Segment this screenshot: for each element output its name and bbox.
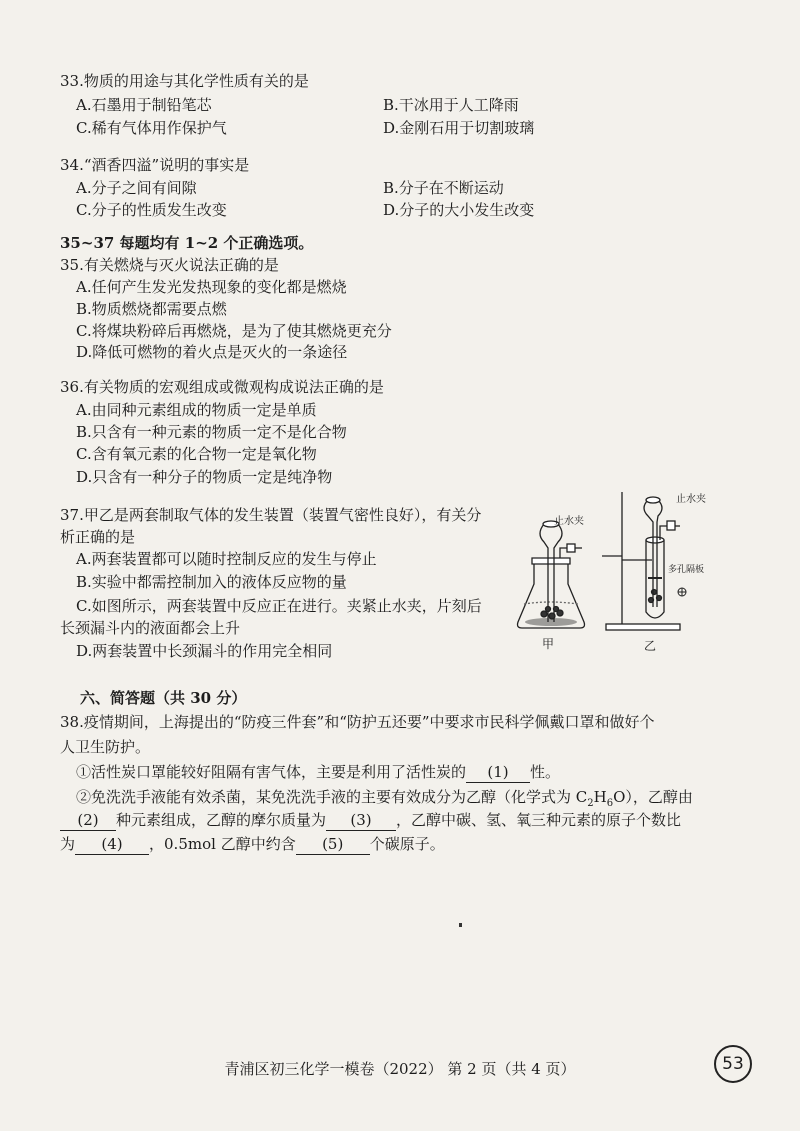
- answer-blank-5[interactable]: (5): [296, 834, 370, 855]
- q33-stem: 33.物质的用途与其化学性质有关的是: [60, 72, 309, 90]
- answer-blank-4[interactable]: (4): [75, 834, 149, 855]
- q38-part3-text-b: ，乙醇中碳、氢、氧三种元素的原子个数比: [396, 811, 682, 829]
- q38-part1: [76, 762, 560, 783]
- hydrogen-symbol: H: [593, 788, 607, 806]
- q38-intro-line2: 人卫生防护。: [60, 738, 151, 756]
- q33-option-c: C.稀有气体用作保护气: [76, 119, 227, 137]
- figure-label-jia: 甲: [542, 637, 555, 651]
- q38-part1-text: ①活性炭口罩能较好阻隔有害气体，主要是利用了活性炭的: [76, 763, 467, 781]
- q37-option-c-line1: C.如图所示，两套装置中反应正在进行。夹紧止水夹，片刻后: [76, 597, 482, 615]
- q37-option-b: B.实验中都需控制加入的液体反应物的量: [76, 573, 347, 591]
- q37-option-c-line2: 长颈漏斗内的液面都会上升: [60, 619, 241, 637]
- q35-option-b: B.物质燃烧都需要点燃: [76, 300, 227, 318]
- q36-option-c: C.含有氧元素的化合物一定是氧化物: [76, 445, 317, 463]
- q38-part4-text-pre: 为: [60, 835, 76, 853]
- q38-part1-end: 性。: [530, 763, 561, 781]
- figure-label-yi: 乙: [644, 639, 657, 653]
- answer-blank-1[interactable]: (1): [466, 762, 530, 783]
- q35-stem: 35.有关燃烧与灭火说法正确的是: [60, 256, 279, 274]
- q35-option-d: D.降低可燃物的着火点是灭火的一条途径: [76, 343, 348, 361]
- porous-plate-label: 多孔隔板: [668, 565, 705, 575]
- subscript-2: 2: [587, 798, 594, 809]
- q35-option-c: C.将煤块粉碎后再燃烧，是为了使其燃烧更充分: [76, 322, 392, 340]
- q38-part2-text: ②免洗洗手液能有效杀菌，某免洗洗手液的主要有效成分为乙醇（化学式为 C: [76, 788, 588, 806]
- q37-stem-line1: 37.甲乙是两套制取气体的发生装置（装置气密性良好），有关分: [60, 506, 482, 524]
- q38-part2-end: O），乙醇由: [613, 788, 693, 806]
- q34-option-b: B.分子在不断运动: [383, 179, 504, 197]
- q38-intro-line1: 38.疫情期间，上海提出的“防疫三件套”和“防护五还要”中要求市民科学佩戴口罩和做好个: [60, 713, 655, 731]
- q37-option-d: D.两套装置中长颈漏斗的作用完全相同: [76, 642, 333, 660]
- q34-option-a: A.分子之间有间隙: [76, 179, 197, 197]
- q33-option-b: B.干冰用于人工降雨: [383, 96, 519, 114]
- q34-stem: 34.“酒香四溢”说明的事实是: [60, 156, 250, 174]
- apparatus-jia: [518, 521, 585, 628]
- answer-blank-3[interactable]: (3): [326, 810, 396, 831]
- q33-option-d: D.金刚石用于切割玻璃: [383, 119, 535, 137]
- page-footer: 青浦区初三化学一模卷（2022） 第 2 页（共 4 页）: [224, 1060, 576, 1078]
- q37-apparatus-figure: [510, 482, 710, 657]
- answer-blank-2[interactable]: (2): [60, 810, 116, 831]
- q38-part3-text-a: 种元素组成，乙醇的摩尔质量为: [116, 811, 327, 829]
- q36-stem: 36.有关物质的宏观组成或微观构成说法正确的是: [60, 378, 384, 396]
- q37-option-a: A.两套装置都可以随时控制反应的发生与停止: [76, 550, 377, 568]
- clamp-label-jia: 止水夹: [554, 516, 584, 527]
- subscript-6: 6: [606, 798, 614, 809]
- stray-mark: [459, 923, 462, 927]
- q34-option-d: D.分子的大小发生改变: [383, 201, 535, 219]
- q36-option-a: A.由同种元素组成的物质一定是单质: [76, 401, 317, 419]
- apparatus-yi: [602, 492, 680, 630]
- page-number-badge: 53: [714, 1045, 752, 1083]
- q38-part4: [60, 834, 445, 855]
- q38-part4-text-a: ，0.5mol 乙醇中约含: [149, 835, 296, 853]
- q37-stem-line2: 析正确的是: [60, 528, 136, 546]
- q36-option-b: B.只含有一种元素的物质一定不是化合物: [76, 423, 347, 441]
- multi-answer-instruction: 35~37 每题均有 1~2 个正确选项。: [60, 234, 314, 252]
- q38-part3: [60, 810, 681, 831]
- q36-option-d: D.只含有一种分子的物质一定是纯净物: [76, 468, 333, 486]
- q34-option-c: C.分子的性质发生改变: [76, 201, 227, 219]
- clamp-label-yi: 止水夹: [676, 494, 706, 505]
- q33-option-a: A.石墨用于制铅笔芯: [76, 96, 212, 114]
- q38-part4-text-b: 个碳原子。: [369, 835, 445, 853]
- q35-option-a: A.任何产生发光发热现象的变化都是燃烧: [76, 278, 347, 296]
- section-six-heading: 六、简答题（共 30 分）: [80, 689, 247, 707]
